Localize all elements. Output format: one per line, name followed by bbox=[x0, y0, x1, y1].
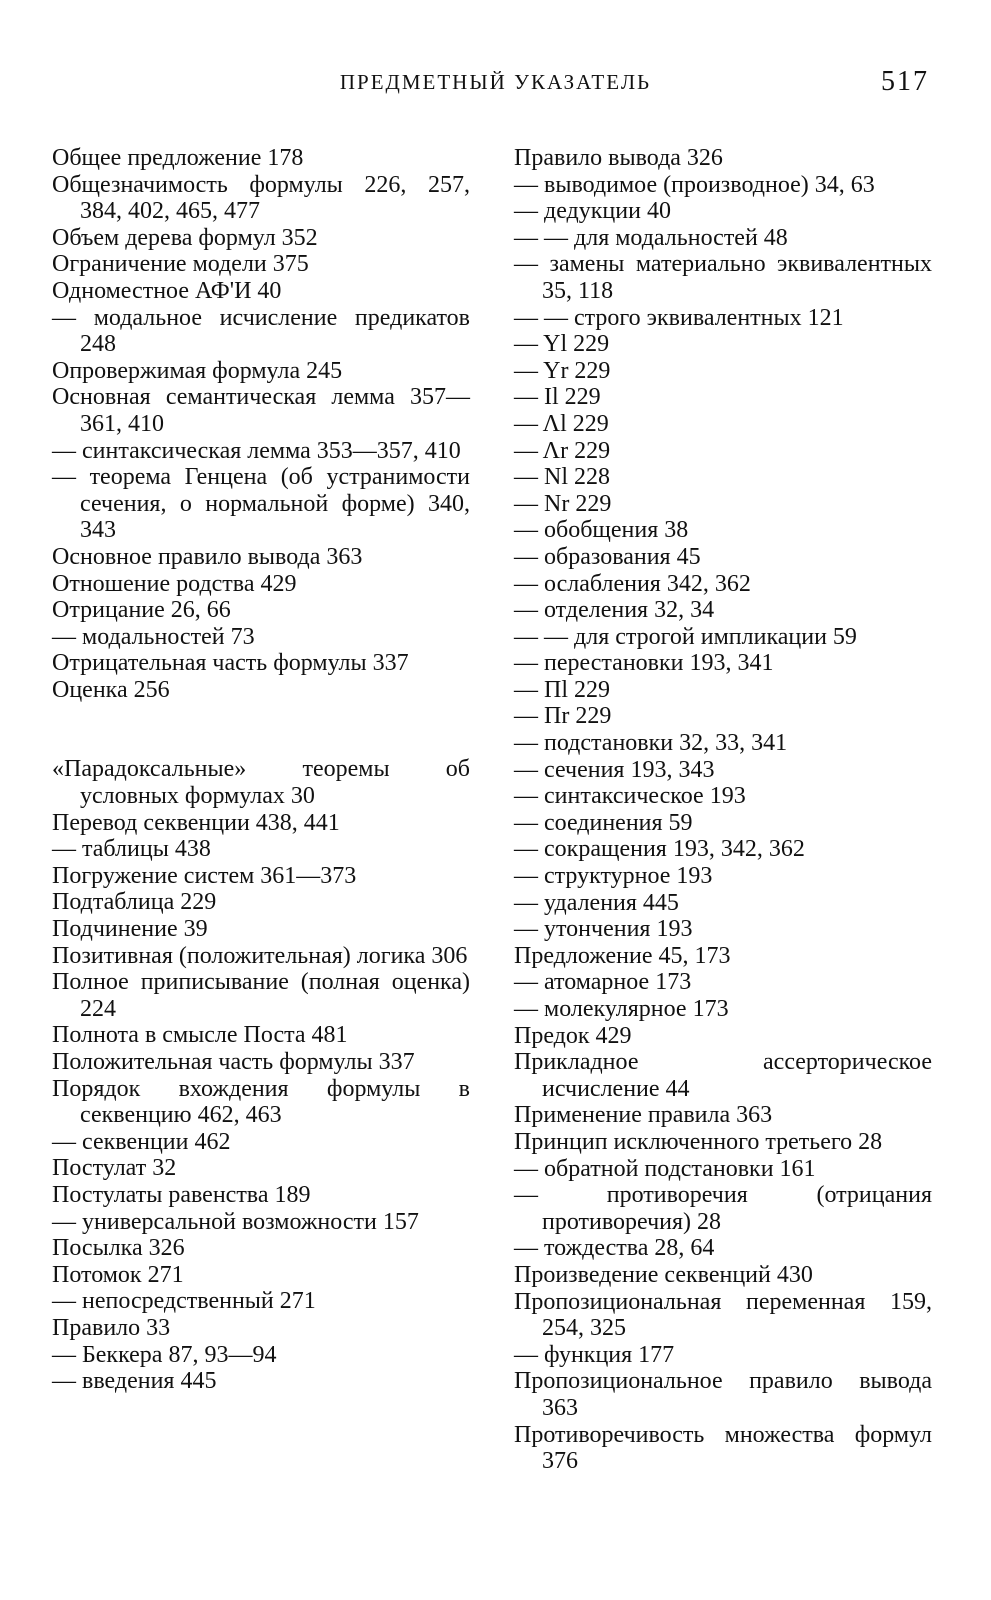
index-entry: Порядок вхождения формулы в секвенцию 462, 463 bbox=[52, 1075, 470, 1129]
index-entry: Ограничение модели 375 bbox=[52, 251, 309, 278]
index-entry: — перестановки 193, 341 bbox=[514, 650, 774, 677]
index-entry: — подстановки 32, 33, 341 bbox=[514, 730, 788, 757]
index-entry: «Парадоксальные» теоремы об условных формулах 30 bbox=[52, 756, 470, 810]
index-entry: Правило вывода 326 bbox=[514, 145, 723, 171]
index-entry: — утончения 193 bbox=[514, 916, 693, 943]
index-entry: — выводимое (производное) 34, 63 bbox=[514, 171, 875, 198]
page-number: 517 bbox=[881, 66, 929, 97]
index-entry: Правило 33 bbox=[52, 1314, 171, 1341]
index-entry: — образования 45 bbox=[514, 543, 701, 570]
index-entry: Предок 429 bbox=[514, 1022, 632, 1049]
index-entry: Полное приписывание (полная оценка) 224 bbox=[52, 969, 470, 1022]
index-entry: — Λr 229 bbox=[514, 437, 611, 464]
index-entry: — Πl 229 bbox=[514, 676, 610, 703]
index-entry: Произведение секвенций 430 bbox=[514, 1261, 813, 1288]
index-entry: Оценка 256 bbox=[52, 676, 170, 703]
index-entry: Посылка 326 bbox=[52, 1235, 185, 1262]
index-entry: Одноместное АФ'И 40 bbox=[52, 277, 282, 304]
index-entry: — сечения 193, 343 bbox=[514, 756, 715, 783]
index-entry: — сокращения 193, 342, 362 bbox=[514, 836, 805, 863]
index-column-right bbox=[514, 145, 932, 1475]
index-entry: Пропозициональная переменная 159, 254, 325 bbox=[514, 1288, 932, 1342]
index-entry: Отрицательная часть формулы 337 bbox=[52, 650, 409, 677]
index-entry: — обобщения 38 bbox=[514, 517, 689, 544]
index-entry: — — для строгой импликации 59 bbox=[514, 623, 857, 650]
index-entry: — введения 445 bbox=[52, 1368, 217, 1395]
index-entry: Общее предложение 178 bbox=[52, 145, 304, 171]
index-entry: Погружение систем 361—373 bbox=[52, 862, 357, 889]
index-entry: — — для модальностей 48 bbox=[514, 224, 788, 251]
index-entry: — структурное 193 bbox=[514, 863, 713, 890]
index-entry: — обратной подстановки 161 bbox=[514, 1155, 816, 1182]
index-entry: — непосредственный 271 bbox=[52, 1288, 316, 1315]
index-entry: Позитивная (положительная) логика 306 bbox=[52, 942, 468, 969]
index-entry: Постулат 32 bbox=[52, 1155, 177, 1182]
index-entry: Отрицание 26, 66 bbox=[52, 597, 231, 624]
index-entry: — модальное исчисление предикатов 248 bbox=[52, 304, 470, 358]
index-entry: — противоречия (отрицания противоречия) 28 bbox=[514, 1182, 932, 1235]
running-title: ПРЕДМЕТНЫЙ УКАЗАТЕЛЬ bbox=[339, 70, 652, 94]
index-entry: — универсальной возможности 157 bbox=[52, 1208, 419, 1235]
index-entry: — ослабления 342, 362 bbox=[514, 570, 751, 597]
index-entry: — Беккера 87, 93—94 bbox=[52, 1341, 277, 1368]
index-entry: Опровержимая формула 245 bbox=[52, 357, 343, 384]
index-entry: — модальностей 73 bbox=[52, 623, 255, 650]
index-entry: Подтаблица 229 bbox=[52, 889, 217, 916]
index-entry: Положительная часть формулы 337 bbox=[52, 1049, 415, 1075]
index-entry: — Yr 229 bbox=[514, 357, 611, 384]
index-entry: Общезначимость формулы 226, 257, 384, 402, 465, 477 bbox=[52, 171, 470, 225]
index-entry: Объем дерева формул 352 bbox=[52, 224, 318, 251]
index-entry: Постулаты равенства 189 bbox=[52, 1181, 311, 1208]
index-entry: — Yl 229 bbox=[514, 331, 610, 358]
index-entry: — Πr 229 bbox=[514, 703, 612, 730]
index-entry: — отделения 32, 34 bbox=[514, 597, 715, 624]
index-entry: — Λl 229 bbox=[514, 410, 609, 437]
index-entry: — секвенции 462 bbox=[52, 1128, 231, 1155]
index-entry: — замены материально эквивалентных 35, 118 bbox=[514, 251, 932, 304]
index-entry: Отношение родства 429 bbox=[52, 570, 297, 597]
index-entry: — Nl 228 bbox=[514, 464, 610, 491]
index-entry: Принцип исключенного третьего 28 bbox=[514, 1128, 883, 1155]
index-entry: Перевод секвенции 438, 441 bbox=[52, 809, 340, 836]
index-entry: — таблицы 438 bbox=[52, 836, 211, 863]
index-entry: Подчинение 39 bbox=[52, 916, 208, 943]
index-entry: — теорема Генцена (об устранимости сечения, о нормальной форме) 340, 343 bbox=[52, 464, 470, 544]
index-entry: Основное правило вывода 363 bbox=[52, 543, 363, 570]
index-entry: — синтаксическая лемма 353—357, 410 bbox=[52, 437, 461, 464]
index-entry: Предложение 45, 173 bbox=[514, 942, 731, 969]
index-entry: — дедукции 40 bbox=[514, 198, 671, 225]
index-column-left bbox=[52, 145, 470, 1395]
index-entry: Потомок 271 bbox=[52, 1261, 184, 1288]
index-entry: — удаления 445 bbox=[514, 889, 679, 916]
index-entry: Противоречивость множества формул 376 bbox=[514, 1421, 932, 1475]
index-entry: — Il 229 bbox=[514, 384, 601, 411]
section-gap bbox=[52, 703, 470, 756]
index-entry: — молекулярное 173 bbox=[514, 996, 729, 1022]
index-entry: — атомарное 173 bbox=[514, 969, 692, 996]
page-header bbox=[0, 66, 991, 110]
index-entry: — тождества 28, 64 bbox=[514, 1235, 715, 1262]
index-entry: Применение правила 363 bbox=[514, 1102, 773, 1129]
index-entry: — соединения 59 bbox=[514, 809, 693, 836]
index-entry: — синтаксическое 193 bbox=[514, 783, 746, 810]
index-entry: Полнота в смысле Поста 481 bbox=[52, 1022, 348, 1049]
index-entry: Пропозициональное правило вывода 363 bbox=[514, 1368, 932, 1421]
index-entry: Основная семантическая лемма 357—361, 410 bbox=[52, 384, 470, 437]
index-entry: — функция 177 bbox=[514, 1341, 675, 1368]
index-entry: — — строго эквивалентных 121 bbox=[514, 304, 844, 331]
index-entry: Прикладное ассерторическое исчисление 44 bbox=[514, 1049, 932, 1102]
index-entry: — Nr 229 bbox=[514, 490, 612, 517]
